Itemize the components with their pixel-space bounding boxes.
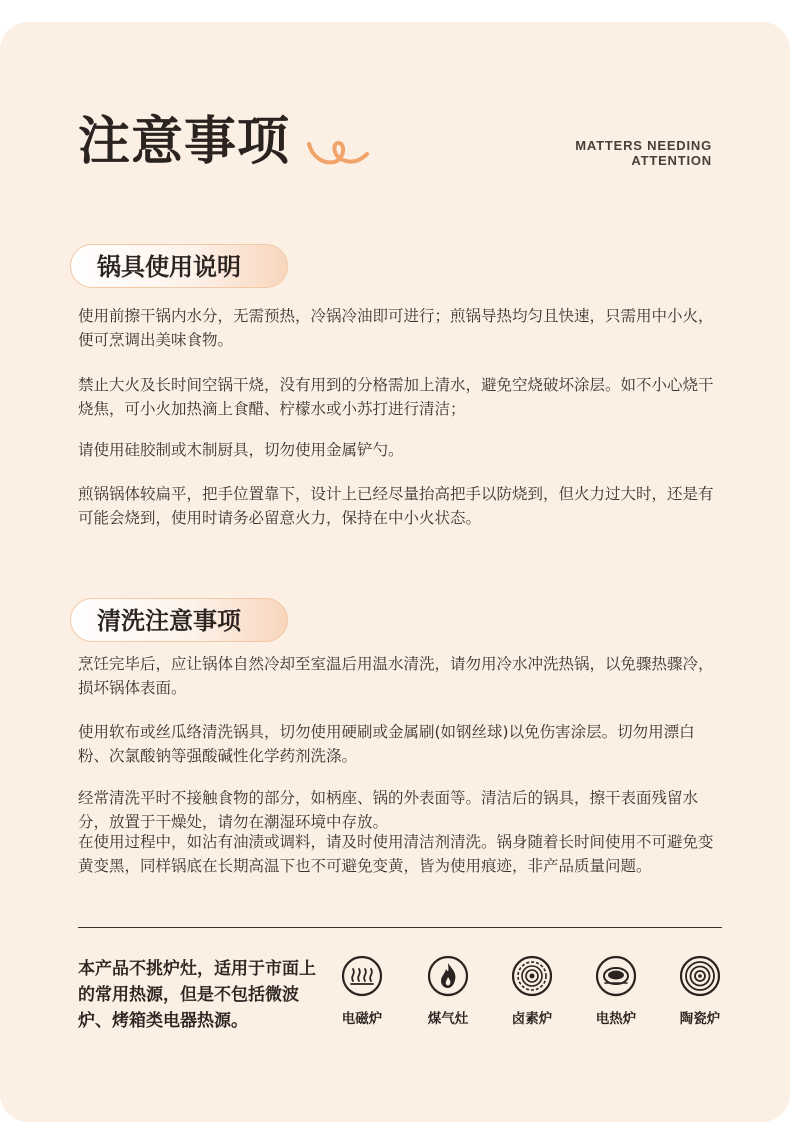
english-subtitle-line2: ATTENTION	[631, 153, 712, 168]
stove-ceramic	[670, 955, 730, 1027]
page-title: 注意事项	[78, 112, 291, 172]
section-heading-cleaning: 清洗注意事项	[70, 598, 288, 642]
ceramic-rings-icon	[679, 955, 721, 997]
squiggle-decoration-icon	[306, 134, 370, 170]
stove-gas	[418, 955, 478, 1027]
cleaning-paragraph-4: 在使用过程中，如沾有油渍或调料，请及时使用清洁剂清洗。锅身随着长时间使用不可避免变黄变黑，同样锅底在长期高温下也不可避免变黄，皆为使用痕迹，非产品质量问题。	[78, 833, 714, 875]
cleaning-paragraph-1: 烹饪完毕后，应让锅体自然冷却至室温后用温水清洗，请勿用冷水冲洗热锅，以免骤热骤冷，损坏锅体表面。	[78, 655, 714, 697]
usage-paragraph-3: 请使用硅胶制或木制厨具，切勿使用金属铲勺。	[78, 441, 404, 459]
stove-label: 煤气灶	[427, 1011, 469, 1027]
stove-halogen	[502, 955, 562, 1027]
cleaning-paragraph-3: 经常清洗平时不接触食物的部分，如柄座、锅的外表面等。清洁后的锅具，擦干表面残留水分，放置于干燥处，请勿在潮湿环境中存放。	[78, 789, 699, 831]
induction-coil-icon	[341, 955, 383, 997]
electric-plate-icon	[595, 955, 637, 997]
stove-label: 卤素炉	[511, 1011, 553, 1027]
stove-label: 电磁炉	[341, 1011, 383, 1027]
english-subtitle-line1: MATTERS NEEDING	[575, 138, 712, 153]
stove-induction	[332, 955, 392, 1027]
usage-paragraph-1: 使用前擦干锅内水分，无需预热，冷锅冷油即可进行；煎锅导热均匀且快速，只需用中小火，便可烹调出美味食物。	[78, 307, 714, 349]
section-heading-usage: 锅具使用说明	[70, 244, 288, 288]
stove-label: 陶瓷炉	[679, 1011, 721, 1027]
section-divider	[78, 927, 722, 928]
usage-paragraph-2: 禁止大火及长时间空锅干烧，没有用到的分格需加上清水，避免空烧破坏涂层。如不小心烧干烧焦，可小火加热滴上食醋、柠檬水或小苏打进行清洁；	[78, 376, 714, 418]
stove-label: 电热炉	[595, 1011, 637, 1027]
cleaning-paragraph-2: 使用软布或丝瓜络清洗锅具，切勿使用硬刷或金属刷(如钢丝球)以免伤害涂层。切勿用漂白粉、次氯酸钠等强酸碱性化学药剂洗涤。	[78, 723, 695, 765]
usage-paragraph-4: 煎锅锅体较扁平，把手位置靠下，设计上已经尽量抬高把手以防烧到，但火力过大时，还是有可能会烧到，使用时请务必留意火力，保持在中小火状态。	[78, 485, 714, 527]
english-subtitle	[575, 138, 712, 168]
compatibility-text: 本产品不挑炉灶，适用于市面上的常用热源，但是不包括微波炉、烤箱类电器热源。	[78, 959, 316, 1031]
stove-electric	[586, 955, 646, 1027]
halogen-rings-icon	[511, 955, 553, 997]
gas-flame-icon	[427, 955, 469, 997]
